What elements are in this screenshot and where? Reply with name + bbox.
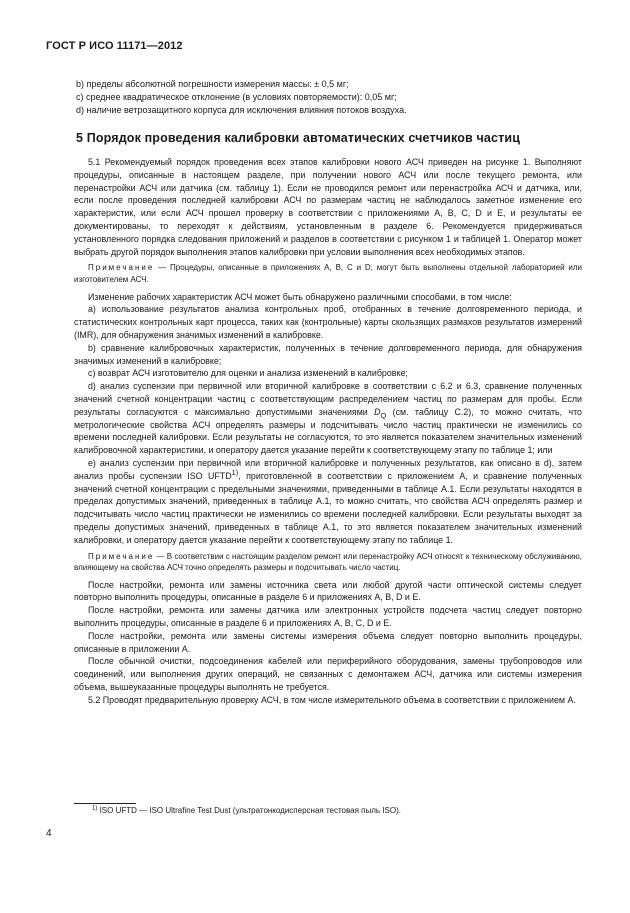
footnote xyxy=(92,806,401,815)
document-header: ГОСТ Р ИСО 11171—2012 xyxy=(46,40,183,52)
paragraph-text: e) анализ суспензии при первичной или вторичной калибровке и полученных результатов, как описано в d), затем анализ пробы суспензии ISO UFTD xyxy=(74,457,582,481)
paragraph-item-b: b) сравнение калибровочных характеристик, полученных в течение долговременного периода, для обнаружения значимых изменений в калибровке; xyxy=(74,342,582,366)
paragraph-text: d) анализ суспензии при первичной или вторичной калибровке в соответствии с 6.2 и 6.3, сравнение полученных значений счетной концентрации частиц с соответствующим распределением частиц по размерам для пробы. Если результаты согласуются с максимально допустимыми значениями xyxy=(74,381,582,417)
list-item: d) наличие ветрозащитного корпуса для исключения влияния потоков воздуха. xyxy=(76,105,407,116)
page-number: 4 xyxy=(46,828,52,839)
paragraph-5-1: 5.1 Рекомендуемый порядок проведения всех этапов калибровки нового АСЧ приведен на рисунке 1. Выполняют процедуры, описанные в настоящем разделе, при получении нового АСЧ или после текущего ремонта, или перенастройки АСЧ или датчика (см. таблицу 1). Если не проводился ремонт или перенастройка АСЧ и датчика, или, если после проведения последней калибровки АСЧ по размерам частиц не наблюдалось заметное изменение его характеристик, или если АСЧ прошел проверку в соответствии с приложениями A, B, C, D и E, и результаты ее документированы, то переходят к действиям, установленным в разделе 6. Рекомендуется придерживаться установленного порядка следования приложений и разделов в соответствии с рисунком 1 и таблицей 1. Оператор может выбрать другой порядок выполнения этапов калибровки при условии выполнения всех необходимых этапов. xyxy=(74,157,582,257)
paragraph-optics: После настройки, ремонта или замены источника света или любой другой части оптической системы следует повторно выполнить процедуры, описанные в разделе 6 и приложениях A, B, D и E. xyxy=(74,579,582,603)
section-body xyxy=(74,156,582,707)
footnote-text: ISO UFTD — ISO Ultrafine Test Dust (ультратонкодисперсная тестовая пыль ISO). xyxy=(97,806,401,815)
paragraph-sensor: После настройки, ремонта или замены датчика или электронных устройств подсчета частиц следует повторно выполнить процедуры, описанные в разделе 6 и приложениях A, B, C, D и E. xyxy=(74,605,582,629)
paragraph-text: (см. таблицу C.2), то можно считать, что метрологические свойства АСЧ определять размеры и подсчитывать число частиц практически не изменились со времени последней калибровки. Если результаты не согласуются, то это является показателем значительных изменений калибровочной характеристики, и оператору дается указание перейти к соответствующему этапу по таблице 1; или xyxy=(74,406,582,456)
requirements-list xyxy=(76,78,407,118)
paragraph-item-a: a) использование результатов анализа контрольных проб, отобранных в течение долговременного периода, и статистических контрольных карт процесса, таких как (контрольные) карты скользящих размахов результатов измерений (IMR), для обнаружения значимых изменений в калибровке. xyxy=(74,304,582,340)
symbol-subscript: Q xyxy=(380,410,387,420)
list-item: c) среднее квадратическое отклонение (в условиях повторяемости): 0,05 мг; xyxy=(76,92,397,103)
note-label: Примечание xyxy=(88,263,155,273)
paragraph-cleaning: После обычной очистки, подсоединения кабелей или периферийного оборудования, замены трубопроводов или соединений, или выполнения других операций, не связанных с демонтажем АСЧ, датчика или системы измерения объема, вышеуказанные процедуры выполнять не требуется. xyxy=(74,656,582,693)
note-text: — Процедуры, описанные в приложениях A, B, C и D, могут быть выполнены отдельной лабораторией или изготовителем АСЧ. xyxy=(74,263,582,284)
note-text: — В соответствии с настоящим разделом ремонт или перенастройку АСЧ относят к техническому обслуживанию, влияющему на свойства АСЧ точно определять размеры и подсчитывать число частиц. xyxy=(74,551,582,573)
footnote-ref: 1) xyxy=(231,467,239,477)
footnote-mark: 1) xyxy=(92,805,98,812)
note-label: Примечание xyxy=(88,551,155,561)
paragraph-text: , приготовленной в соответствии с приложением A, и сравнение полученных значений счетной концентрации с предельными значениями, приведенными в таблице A.1. Если результаты находятся в пределах допустимых значений, приведенных в таблице A.1, то можно считать, что свойства АСЧ определять размер и подсчитывать число частиц практически не изменились со времени последней калибровки. Если результаты выходят за пределы допустимых значений, приведенных в таблице A.1, то это является показателем значительных изменений калибровки, и оператору дается указание перейти к соответствующему этапу по таблице 1. xyxy=(74,470,582,545)
footnote-divider xyxy=(74,803,136,804)
section-heading: 5 Порядок проведения калибровки автоматических счетчиков частиц xyxy=(76,131,521,145)
paragraph-item-d xyxy=(74,380,582,457)
symbol-d: D xyxy=(374,406,381,417)
paragraph-volume: После настройки, ремонта или замены системы измерения объема следует повторно выполнить процедуры, описанные в приложении A. xyxy=(74,630,582,654)
paragraph-item-e xyxy=(74,457,582,547)
paragraph-intro: Изменение рабочих характеристик АСЧ может быть обнаружено различными способами, в том числе: xyxy=(88,291,512,302)
paragraph-item-c: c) возврат АСЧ изготовителю для оценки и анализа изменений в калибровке; xyxy=(88,368,408,379)
note-1 xyxy=(74,262,582,285)
paragraph-5-2: 5.2 Проводят предварительную проверку АСЧ, в том числе измерительного объема в соответствии с приложением A. xyxy=(88,694,576,705)
list-item: b) пределы абсолютной погрешности измерения массы: ± 0,5 мг; xyxy=(76,79,349,89)
note-2 xyxy=(74,551,582,574)
